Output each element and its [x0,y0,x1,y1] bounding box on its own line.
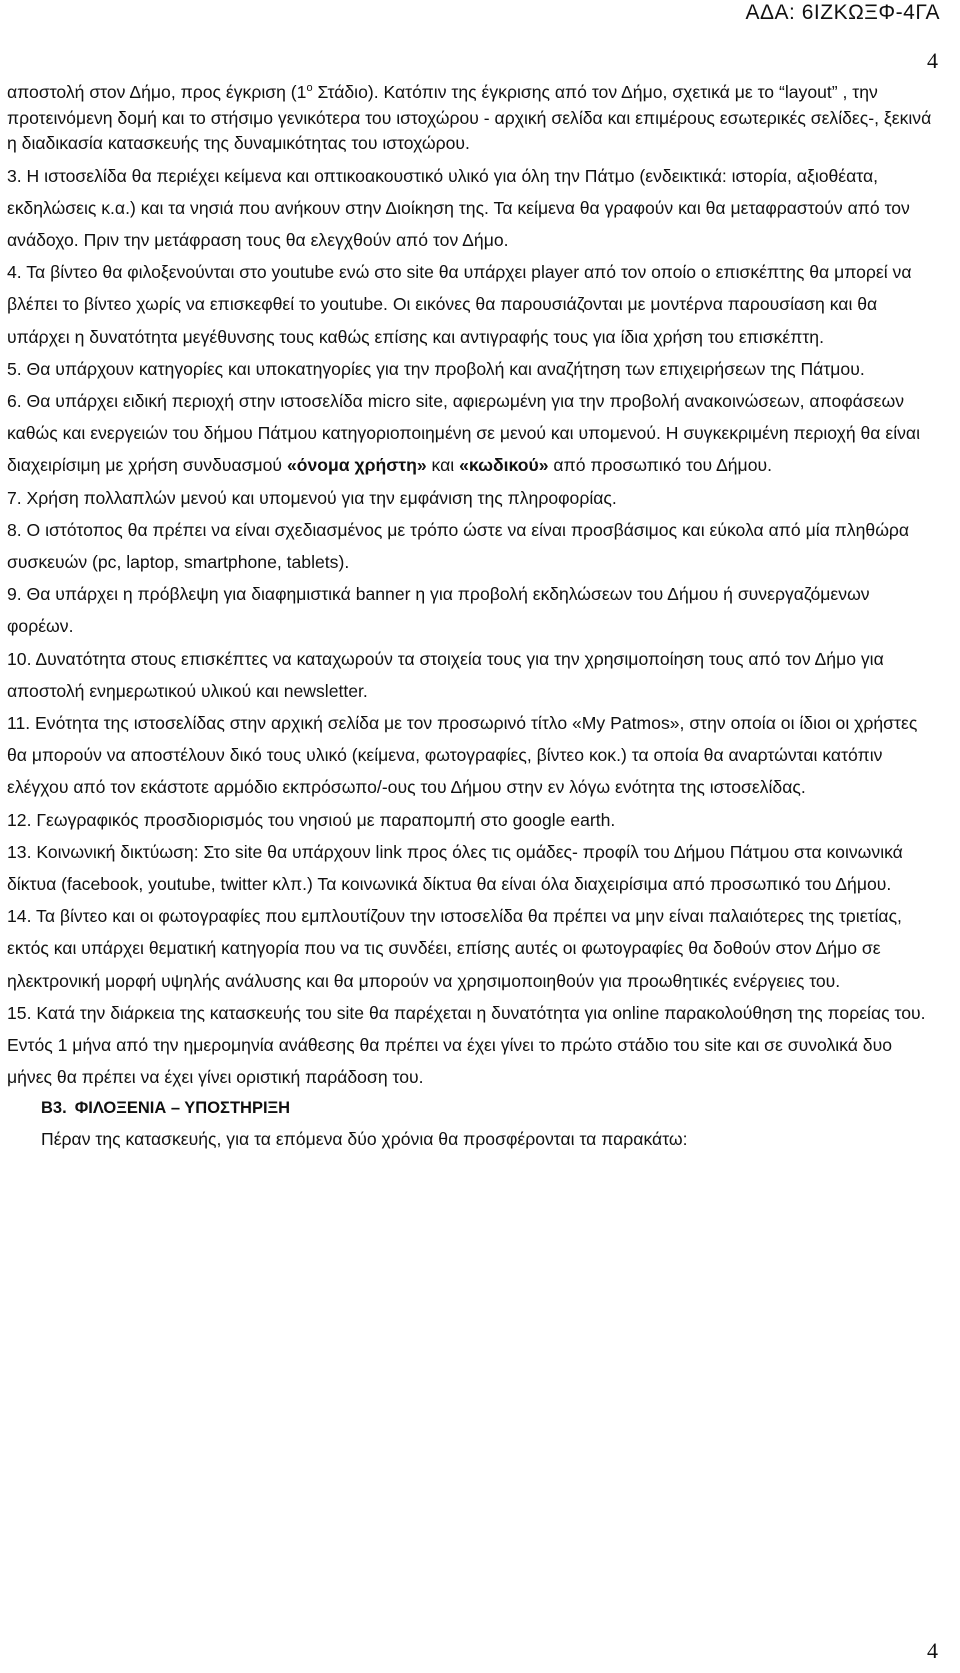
list-item-6-text-mid: και [426,455,460,476]
page-number-top: 4 [927,48,938,73]
list-item-7: 7. Χρήση πολλαπλών μενού και υπομενού για την εμφάνιση της πληροφορίας. [7,487,617,508]
ordinal-superscript: ο [306,82,313,94]
password-term: «κωδικού» [459,455,549,476]
list-item-3: 3. Η ιστοσελίδα θα περιέχει κείμενα και οπτικοακουστικό υλικό για όλη την Πάτμο (ενδεικτικά: ιστορία, αξιοθέατα, εκδηλώσεις κ.α.) και τα νησιά που ανήκουν στην Διοίκηση της. Τα κείμενα θα γραφούν και θα μεταφραστούν από τον ανάδοχο. Πριν την μετάφραση τους θα ελεγχθούν από τον Δήμο. [7,165,910,250]
section-title: ΦΙΛΟΞΕΝΙΑ – ΥΠΟΣΤΗΡΙΞΗ [74,1099,291,1118]
document-body [7,80,932,1155]
section-b3-body: Πέραν της κατασκευής, για τα επόμενα δύο χρόνια θα προσφέρονται τα παρακάτω: [41,1129,688,1150]
username-term: «όνομα χρήστη» [286,455,427,476]
list-item-9: 9. Θα υπάρχει η πρόβλεψη για διαφημιστικά banner η για προβολή εκδηλώσεων του Δήμου ή συνεργαζόμενων φορέων. [7,584,870,637]
list-item-4: 4. Τα βίντεο θα φιλοξενούνται στο youtube ενώ στο site θα υπάρχει player από τον οποίο ο επισκέπτης θα μπορεί να βλέπει το βίντεο χωρίς να επισκεφθεί το youtube. Οι εικόνες θα παρουσιάζονται με μοντέρνα παρουσίαση και θα υπάρχει η δυνατότητα μεγέθυνσης τους καθώς επίσης και αντιγραφής τους για ίδια χρήση του επισκέπτη. [7,262,912,347]
page-number-bottom: 4 [927,1638,938,1663]
intro-text-a: αποστολή στον Δήμο, προς έγκριση (1 [7,82,307,102]
section-code: Β3. [41,1099,67,1118]
list-item-6-text-end: από προσωπικό του Δήμου. [548,455,772,476]
section-heading-b3 [41,1093,932,1123]
list-item-6 [7,385,932,482]
list-item-5: 5. Θα υπάρχουν κατηγορίες και υποκατηγορίες για την προβολή και αναζήτηση των επιχειρήσεων της Πάτμου. [7,358,865,379]
list-item-15: 15. Κατά την διάρκεια της κατασκευής του site θα παρέχεται η δυνατότητα για online παρακολούθηση της πορείας του. Εντός 1 μήνα από την ημερομηνία ανάθεσης θα πρέπει να έχει γίνει το πρώτο στάδιο του site και σε συνολικά δυο μήνες θα πρέπει να έχει γίνει οριστική παράδοση του. [7,1002,926,1088]
list-item-6-text-a: 6. Θα υπάρχει ειδική περιοχή στην ιστοσελίδα micro site, αφιερωμένη για την προβολή ανακοινώσεων, αποφάσεων καθώς και ενεργειών του δήμου Πάτμου κατηγοριοποιημένη σε μενού και υπομενού. Η συγκεκριμένη περιοχή θα είναι διαχειρίσιμη με χρήση συνδυασμού [7,390,920,476]
list-item-8: 8. Ο ιστότοπος θα πρέπει να είναι σχεδιασμένος με τρόπο ώστε να είναι προσβάσιμος και εύκολα από μία πληθώρα συσκευών (pc, laptop, smartphone, tablets). [7,519,910,572]
list-item-11: 11. Ενότητα της ιστοσελίδας στην αρχική σελίδα με τον προσωρινό τίτλο «My Patmos», στην οποία οι ίδιοι οι χρήστες θα μπορούν να αποστέλουν δικό τους υλικό (κείμενα, φωτογραφίες, βίντεο κοκ.) τα οποία θα αναρτώνται κατόπιν ελέγχου από τον εκάστοτε αρμόδιο εκπρόσωπο/-ους του Δήμου στην εν λόγω ενότητα της ιστοσελίδας. [7,712,918,798]
list-item-13: 13. Κοινωνική δικτύωση: Στο site θα υπάρχουν link προς όλες τις ομάδες- προφίλ του Δήμου Πάτμου στα κοινωνικά δίκτυα (facebook, youtube, twitter κλπ.) Τα κοινωνικά δίκτυα θα είναι όλα διαχειρίσιμα από προσωπικό του Δήμου. [7,841,903,894]
list-item-14: 14. Τα βίντεο και οι φωτογραφίες που εμπλουτίζουν την ιστοσελίδα θα πρέπει να μην είναι παλαιότερες της τριετίας, εκτός και υπάρχει θεματική κατηγορία που να τις συνδέει, επίσης αυτές οι φωτογραφίες θα δοθούν στον Δήμο σε ηλεκτρονική μορφή υψηλής ανάλυσης και θα μπορούν να χρησιμοποιηθούν για προωθητικές ενέργειες του. [7,906,902,991]
ada-code: ΑΔΑ: 6ΙΖΚΩΞΦ-4ΓΑ [745,1,940,24]
list-item-12: 12. Γεωγραφικός προσδιορισμός του νησιού με παραπομπή στο google earth. [7,809,616,830]
intro-paragraph [7,80,932,157]
intro-text-b: Στάδιο). Κατόπιν της έγκρισης από τον Δήμο, σχετικά με το “layout” , την προτεινόμενη δομή και το στήσιμο γενικότερα του ιστοχώρου - αρχική σελίδα και επιμέρους εσωτερικές σελίδες-, ξεκινά η διαδικασία κατασκευής της δυναμικότητας του ιστοχώρου. [7,82,932,153]
list-item-10: 10. Δυνατότητα στους επισκέπτες να καταχωρούν τα στοιχεία τους για την χρησιμοποίηση τους από τον Δήμο για αποστολή ενημερωτικού υλικού και newsletter. [7,648,884,701]
